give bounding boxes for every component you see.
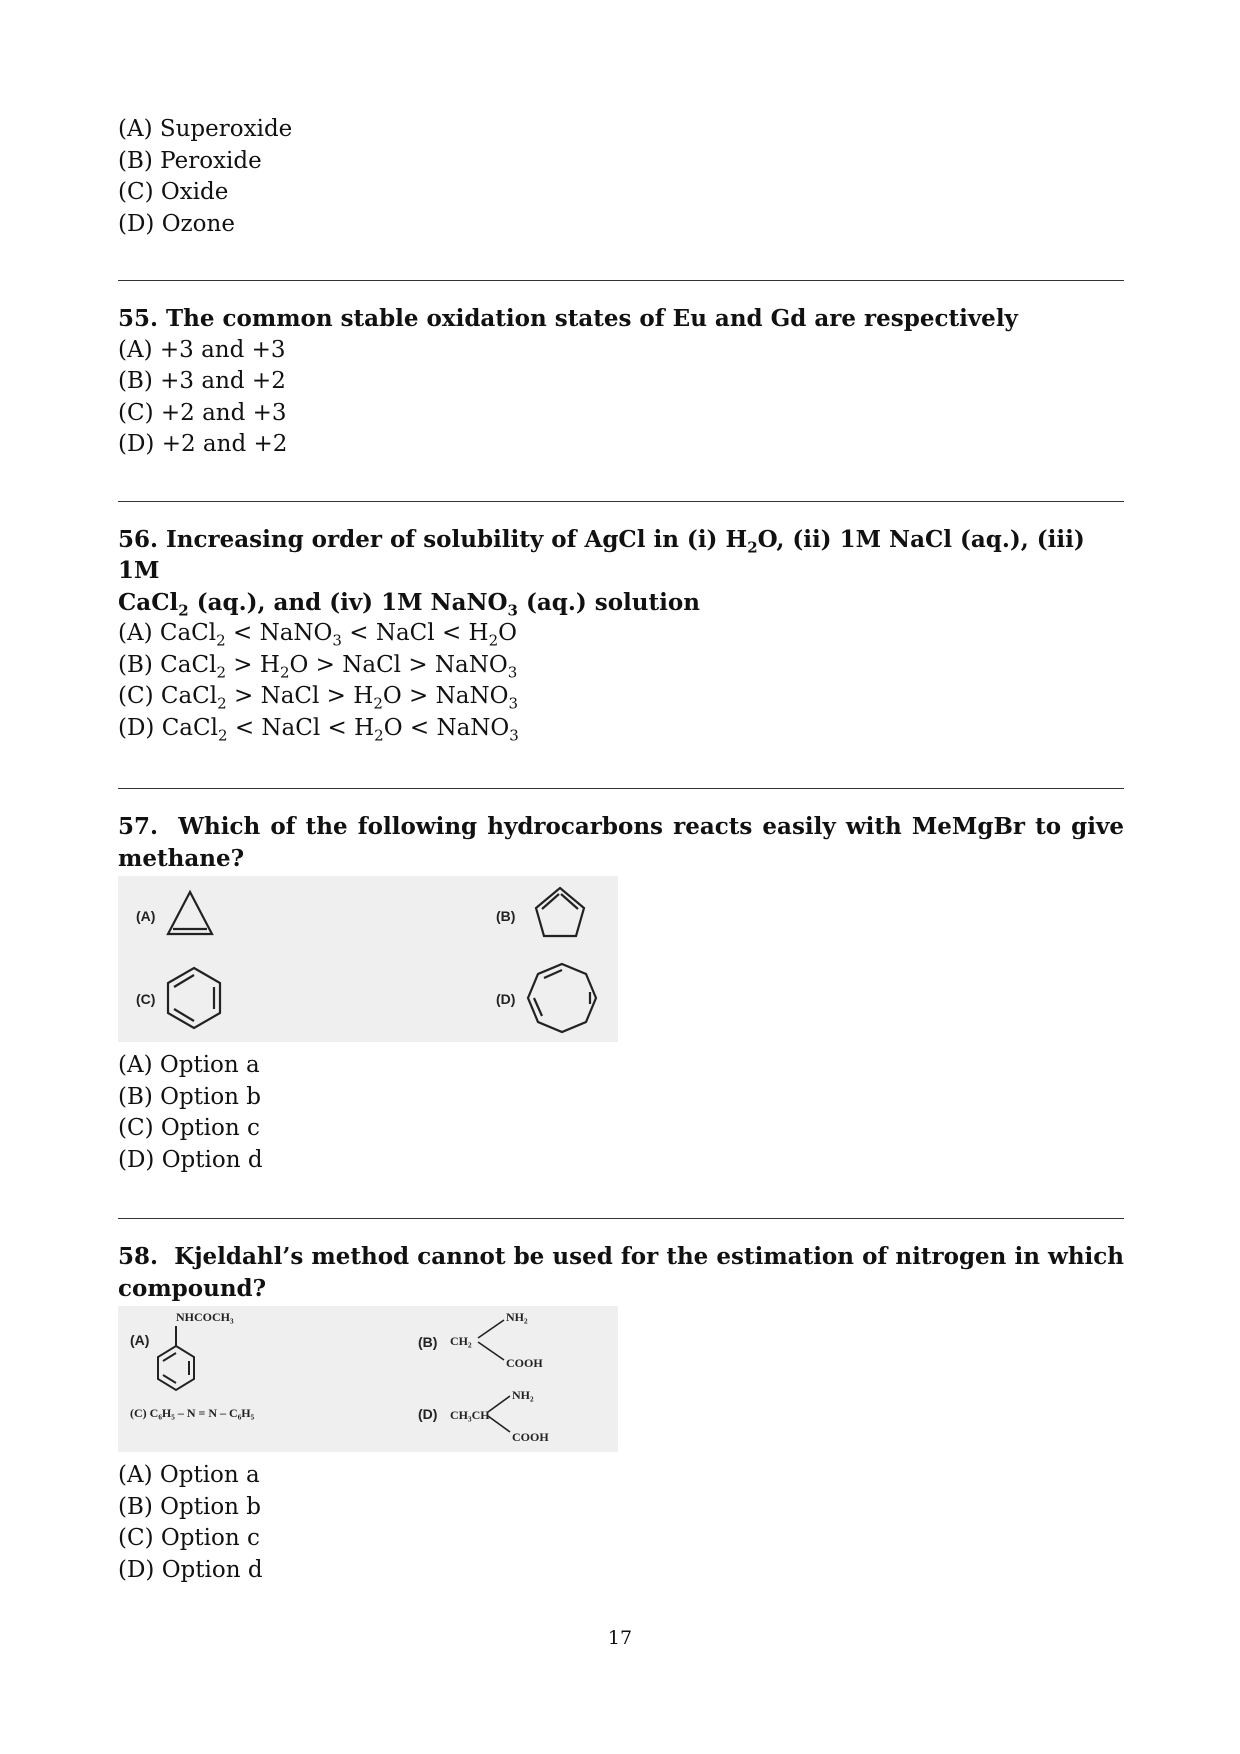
option-a[interactable]: (A) Superoxide	[118, 116, 293, 142]
option-b[interactable]: (B) Option b	[118, 1493, 262, 1520]
cycloheptatriene-structure	[528, 964, 596, 1032]
page-number: 17	[607, 1627, 633, 1649]
cyclopropene-structure	[168, 892, 212, 934]
nhcoch3-label: NHCOCH₃	[176, 1310, 234, 1324]
option-c[interactable]: (C) +2 and +3	[118, 399, 287, 426]
option-d[interactable]: (D) CaCl$_2$ < NaCl < $H_2O$ < NaNO$_3$	[118, 714, 519, 745]
option-d[interactable]: (D) +2 and +2	[118, 431, 288, 457]
structures-svg	[118, 876, 618, 1042]
option-b[interactable]: (B) Option b	[118, 1083, 262, 1110]
exam-page	[118, 114, 1124, 1586]
fig-label-b: (B)	[418, 1334, 438, 1350]
cyclopentadiene-structure	[536, 888, 584, 936]
ch3ch-label: CH₃CH	[450, 1408, 490, 1422]
option-d[interactable]: (D) Option d	[118, 1556, 263, 1583]
ch2-label: CH₂	[450, 1334, 472, 1348]
question-number: 55.	[118, 305, 159, 332]
option-b[interactable]: (B) CaCl$_2$ > $H_2O$ > NaCl > NaNO$_3$	[118, 651, 518, 682]
option-a[interactable]: (A) Option a	[118, 1462, 260, 1488]
fig-label-a: (A)	[136, 908, 156, 924]
option-a[interactable]: (A) CaCl$_2$ < NaNO$_3$ < NaCl < $H_2O$	[118, 620, 517, 650]
option-c[interactable]: (C) Option c	[118, 1525, 260, 1551]
benzene-structure	[168, 968, 220, 1028]
option-d[interactable]: (D) Option d	[118, 1146, 263, 1173]
q54-options	[118, 114, 1124, 240]
question-text: The common stable oxidation states of Eu and Gd are respectively	[166, 305, 1018, 332]
question-56: 56. Increasing order of solubility of AgCl in (i) $H_2O$, (ii) 1M NaCl (aq.), (iii) 1M CaCl$_2$ (aq.), and (iv) 1M NaNO$_3$ (aq.) solution (A) CaCl$_2$ < NaNO$_3$ < NaCl < $H_2O$ (B) CaCl$_2$ > $H_2O$ > NaCl > NaNO$_3$ (C) CaCl$_2$ > NaCl > $H_2O$ > NaNO$_3$ (D) CaCl$_2$ < NaCl < $H_2O$ < NaNO$_3$	[118, 524, 1124, 745]
question-58	[118, 1241, 1124, 1586]
hydrocarbon-structures-figure	[118, 876, 618, 1042]
option-a[interactable]: (A) Option a	[118, 1052, 260, 1078]
option-b[interactable]: (B) Peroxide	[118, 147, 262, 174]
question-text: 58. Kjeldahl’s method cannot be used for the estimation of nitrogen in which compound?	[118, 1243, 1125, 1302]
structures-svg	[118, 1306, 618, 1452]
question-57	[118, 811, 1124, 1176]
option-b[interactable]: (B) +3 and +2	[118, 368, 286, 394]
fig-label-c: (C)	[136, 991, 156, 1007]
question-text: 57. Which of the following hydrocarbons reacts easily with MeMgBr to give methane?	[118, 813, 1124, 872]
glycine-bonds	[478, 1320, 504, 1360]
option-a[interactable]: (A) +3 and +3	[118, 336, 286, 363]
cooh-label: COOH	[506, 1356, 543, 1370]
nh2-label: NH₂	[506, 1310, 528, 1324]
option-c[interactable]: (C) Oxide	[118, 179, 229, 205]
option-d[interactable]: (D) Ozone	[118, 210, 235, 237]
nitrogen-compounds-figure	[118, 1306, 618, 1452]
nh2-label: NH₂	[512, 1388, 534, 1402]
cooh-label: COOH	[512, 1430, 549, 1444]
question-text: 56. Increasing order of solubility of AgCl in (i) $H_2O$, (ii) 1M NaCl (aq.), (iii) 1M	[118, 525, 1085, 584]
acetanilide-ring	[158, 1326, 194, 1390]
fig-label-d: (D)	[418, 1406, 438, 1422]
option-c[interactable]: (C) Option c	[118, 1115, 260, 1141]
fig-label-d: (D)	[496, 991, 516, 1007]
alanine-bonds	[488, 1396, 510, 1432]
fig-label-a: (A)	[130, 1332, 150, 1348]
option-c[interactable]: (C) CaCl$_2$ > NaCl > $H_2O$ > NaNO$_3$	[118, 683, 518, 713]
fig-label-b: (B)	[496, 908, 516, 924]
azobenzene-formula: (C) C₆H₅ – N = N – C₆H₅	[130, 1406, 255, 1420]
question-55	[118, 303, 1124, 461]
